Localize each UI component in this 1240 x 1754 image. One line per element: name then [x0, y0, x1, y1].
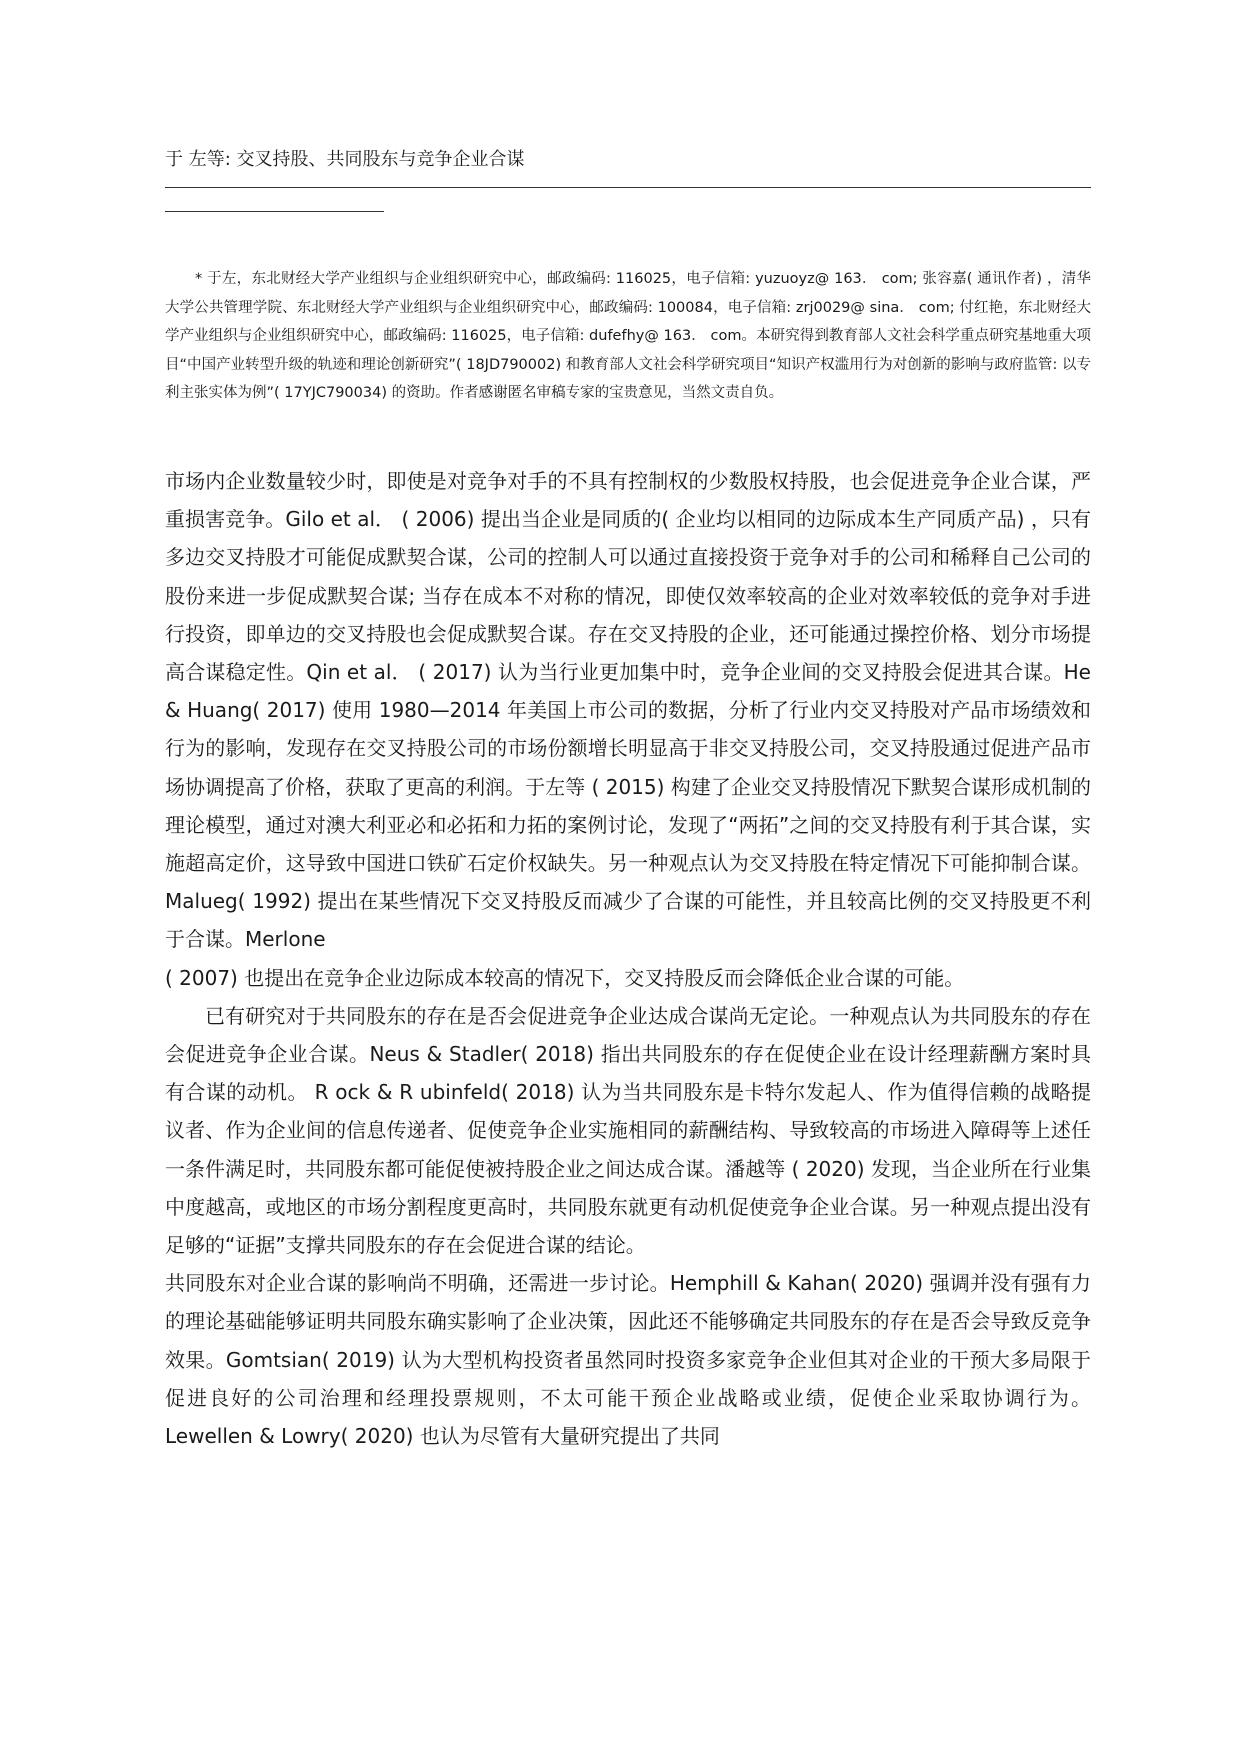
- paragraph-1: 市场内企业数量较少时，即使是对竞争对手的不具有控制权的少数股权持股，也会促进竞争企业合谋，严重损害竞争。Gilo et al． ( 2006) 提出当企业是同质的( 企业均以相同的边际成本生产同质产品) ，只有多边交叉持股才可能促成默契合谋，公司的控制人可以通过直接投资于竞争对手的公司和稀释自己公司的股份来进一步促成默契合谋; 当存在成本不对称的情况，即使仅效率较高的企业对效率较低的竞争对手进行投资，即单边的交叉持股也会促成默契合谋。存在交叉持股的企业，还可能通过操控价格、划分市场提高合谋稳定性。Qin et al． ( 2017) 认为当行业更加集中时，竞争企业间的交叉持股会促进其合谋。He & Huang( 2017) 使用 1980—2014 年美国上市公司的数据，分析了行业内交叉持股对产品市场绩效和行为的影响，发现存在交叉持股公司的市场份额增长明显高于非交叉持股公司，交叉持股通过促进产品市场协调提高了价格，获取了更高的利润。于左等 ( 2015) 构建了企业交叉持股情况下默契合谋形成机制的理论模型，通过对澳大利亚必和必拓和力拓的案例讨论，发现了“两拓”之间的交叉持股有利于其合谋，实施超高定价，这导致中国进口铁矿石定价权缺失。另一种观点认为交叉持股在特定情况下可能抑制合谋。Malueg( 1992) 提出在某些情况下交叉持股反而减少了合谋的可能性，并且较高比例的交叉持股更不利于合谋。Merlone: [165, 469, 1091, 952]
- footnote-text: * 于左，东北财经大学产业组织与企业组织研究中心，邮政编码: 116025，电子信箱: yuzuoyz@ 163． com; 张容嘉( 通讯作者) ，清华大学公共管理学院、东北财经大学产业组织与企业组织研究中心，邮政编码: 100084，电子信箱: zrj0029@ sina． com; 付红艳，东北财经大学产业组织与企业组织研究中心，邮政编码: 116025，电子信箱: dufefhy@ 163． com。本研究得到教育部人文社会科学重点研究基地重大项目“中国产业转型升级的轨迹和理论创新研究”( 18JD790002) 和教育部人文社会科学研究项目“知识产权滥用行为对创新的影响与政府监管: 以专利主张实体为例”( 17YJC790034) 的资助。作者感谢匿名审稿专家的宝贵意见，当然文责自负。: [165, 271, 1091, 402]
- header-rule: [165, 187, 1091, 188]
- body-text: [165, 462, 1091, 1455]
- author-footnote: [165, 265, 1091, 408]
- footnote-separator: [165, 211, 384, 212]
- running-header: 于 左等: 交叉持股、共同股东与竞争企业合谋: [165, 149, 525, 170]
- paragraph-3: 已有研究对于共同股东的存在是否会促进竞争企业达成合谋尚无定论。一种观点认为共同股东的存在会促进竞争企业合谋。Neus & Stadler( 2018) 指出共同股东的存在促使企业在设计经理薪酬方案时具有合谋的动机。 R ock & R ubinfeld( 2018) 认为当共同股东是卡特尔发起人、作为值得信赖的战略提议者、作为企业间的信息传递者、促使竞争企业实施相同的薪酬结构、导致较高的市场进入障碍等上述任一条件满足时，共同股东都可能促使被持股企业之间达成合谋。潘越等 ( 2020) 发现，当企业所在行业集中度越高，或地区的市场分割程度更高时，共同股东就更有动机促使竞争企业合谋。另一种观点提出没有足够的“证据”支撑共同股东的存在会促进合谋的结论。: [165, 1003, 1091, 1258]
- paragraph-2: ( 2007) 也提出在竞争企业边际成本较高的情况下，交叉持股反而会降低企业合谋的可能。: [165, 965, 965, 990]
- paragraph-4: 共同股东对企业合谋的影响尚不明确，还需进一步讨论。Hemphill & Kahan( 2020) 强调并没有强有力的理论基础能够证明共同股东确实影响了企业决策，因此还不能够确定共同股东的存在是否会导致反竞争效果。Gomtsian( 2019) 认为大型机构投资者虽然同时投资多家竞争企业但其对企业的干预大多局限于促进良好的公司治理和经理投票规则，不太可能干预企业战略或业绩，促使企业采取协调行为。Lewellen & Lowry( 2020) 也认为尽管有大量研究提出了共同: [165, 1271, 1091, 1449]
